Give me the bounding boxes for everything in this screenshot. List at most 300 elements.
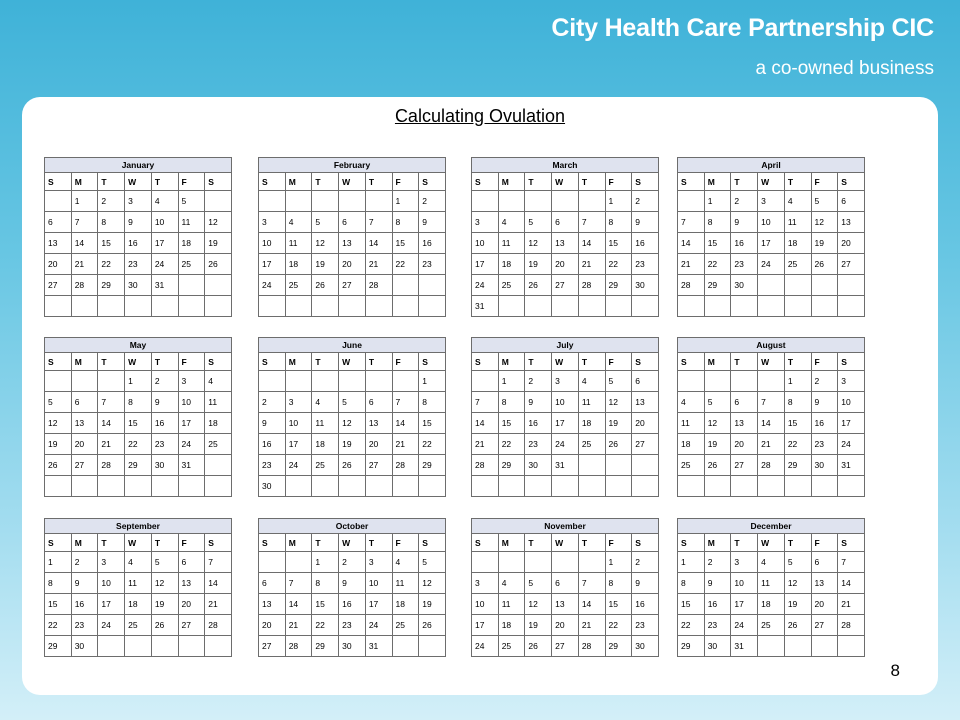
day-cell: 19 [45,434,72,455]
day-cell: 10 [758,212,785,233]
day-cell: 6 [838,191,865,212]
day-cell: 2 [339,552,366,573]
day-cell: 3 [758,191,785,212]
week-row [45,615,232,636]
day-cell: 20 [339,254,366,275]
day-cell: 17 [365,594,392,615]
day-cell [312,191,339,212]
day-cell: 17 [552,413,579,434]
weekday-label: W [125,534,152,552]
day-cell [605,296,632,317]
week-row [259,636,446,657]
weekday-label: F [811,173,838,191]
day-cell [731,296,758,317]
day-cell: 28 [71,275,98,296]
day-cell: 15 [498,413,525,434]
day-cell: 11 [392,573,419,594]
weekday-label: T [98,353,125,371]
day-cell [578,476,605,497]
week-row [472,413,659,434]
day-cell: 20 [178,594,205,615]
month-name: May [45,338,232,353]
month-september [44,518,232,657]
week-row [678,455,865,476]
day-cell: 3 [125,191,152,212]
weekday-label: T [731,173,758,191]
day-cell [419,275,446,296]
day-cell: 18 [312,434,339,455]
day-cell: 20 [731,434,758,455]
weekday-label: S [632,353,659,371]
day-cell [632,455,659,476]
day-cell: 10 [259,233,286,254]
day-cell: 23 [339,615,366,636]
day-cell: 15 [125,413,152,434]
day-cell: 25 [392,615,419,636]
day-cell: 9 [731,212,758,233]
day-cell: 24 [472,636,499,657]
day-cell [704,296,731,317]
day-cell [259,296,286,317]
day-cell: 3 [472,573,499,594]
weekday-label: S [472,534,499,552]
day-cell: 13 [45,233,72,254]
day-cell [45,191,72,212]
day-cell: 1 [678,552,705,573]
week-row [472,233,659,254]
day-cell: 12 [419,573,446,594]
day-cell: 20 [71,434,98,455]
day-cell: 9 [632,573,659,594]
weekday-label: T [365,353,392,371]
day-cell: 30 [151,455,178,476]
day-cell: 5 [45,392,72,413]
day-cell: 18 [678,434,705,455]
day-cell: 8 [45,573,72,594]
day-cell: 9 [259,413,286,434]
day-cell: 17 [178,413,205,434]
weekday-label: T [525,353,552,371]
day-cell: 14 [365,233,392,254]
day-cell [339,296,366,317]
weekday-label: W [339,353,366,371]
day-cell [811,636,838,657]
month-name: August [678,338,865,353]
day-cell: 15 [704,233,731,254]
day-cell [525,296,552,317]
week-row [45,392,232,413]
day-cell: 23 [151,434,178,455]
day-cell: 21 [71,254,98,275]
day-cell [259,371,286,392]
day-cell [838,636,865,657]
day-cell: 6 [71,392,98,413]
day-cell: 30 [704,636,731,657]
week-row [45,413,232,434]
day-cell: 14 [578,233,605,254]
day-cell: 27 [71,455,98,476]
weekday-label: M [71,353,98,371]
day-cell: 23 [731,254,758,275]
day-cell: 5 [178,191,205,212]
day-cell: 7 [365,212,392,233]
day-cell: 25 [125,615,152,636]
weekday-label: S [45,353,72,371]
day-cell: 6 [259,573,286,594]
week-row [259,392,446,413]
weekday-label: S [259,534,286,552]
week-row [259,371,446,392]
weekday-label: T [98,534,125,552]
day-cell [552,476,579,497]
day-cell [758,275,785,296]
day-cell: 30 [525,455,552,476]
day-cell [312,476,339,497]
day-cell [552,296,579,317]
day-cell: 24 [472,275,499,296]
day-cell: 24 [758,254,785,275]
day-cell: 30 [811,455,838,476]
day-cell: 15 [605,594,632,615]
day-cell: 4 [578,371,605,392]
day-cell: 14 [71,233,98,254]
day-cell: 11 [758,573,785,594]
day-cell: 30 [259,476,286,497]
weekday-label: M [704,353,731,371]
weekday-label: T [784,534,811,552]
day-cell [731,476,758,497]
day-cell: 22 [392,254,419,275]
day-cell: 18 [578,413,605,434]
day-cell: 11 [125,573,152,594]
day-cell: 7 [205,552,232,573]
day-cell: 29 [125,455,152,476]
day-cell: 29 [605,636,632,657]
day-cell: 28 [472,455,499,476]
day-cell: 24 [151,254,178,275]
day-cell [71,371,98,392]
day-cell: 10 [178,392,205,413]
day-cell: 21 [678,254,705,275]
day-cell: 16 [419,233,446,254]
day-cell [784,476,811,497]
day-cell: 9 [125,212,152,233]
day-cell: 2 [632,552,659,573]
day-cell: 6 [552,573,579,594]
day-cell [758,371,785,392]
day-cell [731,371,758,392]
week-row [678,392,865,413]
day-cell: 28 [392,455,419,476]
week-row [472,594,659,615]
week-row [45,573,232,594]
day-cell [498,476,525,497]
day-cell: 5 [419,552,446,573]
day-cell [704,371,731,392]
day-cell: 10 [472,594,499,615]
day-cell: 7 [678,212,705,233]
day-cell [498,552,525,573]
day-cell: 17 [472,254,499,275]
month-june [258,337,446,497]
weekday-label: M [498,353,525,371]
day-cell: 26 [525,275,552,296]
day-cell: 18 [392,594,419,615]
day-cell: 3 [552,371,579,392]
day-cell: 13 [552,594,579,615]
week-row [259,296,446,317]
day-cell: 27 [811,615,838,636]
day-cell: 27 [632,434,659,455]
day-cell [285,296,312,317]
day-cell [205,636,232,657]
day-cell: 10 [151,212,178,233]
day-cell: 6 [365,392,392,413]
day-cell [419,296,446,317]
day-cell: 25 [285,275,312,296]
week-row [45,455,232,476]
week-row [678,371,865,392]
day-cell [392,296,419,317]
weekday-label: T [365,173,392,191]
day-cell [205,275,232,296]
day-cell [71,296,98,317]
day-cell: 24 [552,434,579,455]
day-cell: 29 [419,455,446,476]
day-cell: 20 [552,254,579,275]
weekday-label: W [339,534,366,552]
day-cell [365,371,392,392]
day-cell [552,191,579,212]
day-cell [98,296,125,317]
week-row [472,573,659,594]
day-cell: 9 [632,212,659,233]
day-cell: 1 [605,191,632,212]
day-cell: 5 [525,212,552,233]
week-row [45,275,232,296]
day-cell: 27 [731,455,758,476]
day-cell [98,476,125,497]
day-cell: 21 [98,434,125,455]
day-cell [392,476,419,497]
day-cell [98,636,125,657]
day-cell: 5 [525,573,552,594]
day-cell [392,371,419,392]
week-row [259,455,446,476]
day-cell: 12 [704,413,731,434]
day-cell: 22 [605,615,632,636]
day-cell: 13 [365,413,392,434]
week-row [678,476,865,497]
day-cell [259,191,286,212]
weekday-label: T [151,173,178,191]
week-row [472,371,659,392]
day-cell: 30 [339,636,366,657]
day-cell: 14 [285,594,312,615]
day-cell: 15 [419,413,446,434]
day-cell: 22 [98,254,125,275]
day-cell: 7 [578,573,605,594]
week-row [472,455,659,476]
weekday-label: W [758,353,785,371]
weekday-label: F [811,353,838,371]
day-cell [525,191,552,212]
weekday-label: T [151,534,178,552]
day-cell: 11 [312,413,339,434]
day-cell: 2 [632,191,659,212]
weekday-label: S [472,173,499,191]
week-row [259,254,446,275]
day-cell: 25 [784,254,811,275]
day-cell: 12 [205,212,232,233]
day-cell: 26 [45,455,72,476]
day-cell: 21 [205,594,232,615]
day-cell [151,296,178,317]
day-cell: 22 [419,434,446,455]
week-row [472,254,659,275]
month-name: April [678,158,865,173]
day-cell: 2 [98,191,125,212]
weekday-label: W [758,534,785,552]
day-cell [419,636,446,657]
day-cell: 12 [525,233,552,254]
day-cell: 26 [784,615,811,636]
week-row [259,191,446,212]
day-cell: 24 [285,455,312,476]
day-cell [285,371,312,392]
day-cell: 15 [312,594,339,615]
day-cell [45,371,72,392]
day-cell: 4 [758,552,785,573]
day-cell: 27 [339,275,366,296]
day-cell: 26 [704,455,731,476]
week-row [472,275,659,296]
day-cell: 2 [419,191,446,212]
weekday-label: S [419,353,446,371]
week-row [472,434,659,455]
day-cell: 18 [758,594,785,615]
day-cell: 23 [525,434,552,455]
day-cell: 1 [419,371,446,392]
day-cell: 3 [178,371,205,392]
day-cell: 7 [285,573,312,594]
weekday-label: M [498,173,525,191]
brand-subtitle: a co-owned business [755,58,934,79]
weekday-label: M [285,173,312,191]
day-cell: 6 [552,212,579,233]
day-cell [178,636,205,657]
day-cell: 9 [704,573,731,594]
day-cell: 16 [704,594,731,615]
day-cell: 8 [605,573,632,594]
day-cell: 18 [205,413,232,434]
day-cell [339,371,366,392]
day-cell [704,476,731,497]
day-cell: 13 [339,233,366,254]
day-cell [632,476,659,497]
day-cell: 5 [605,371,632,392]
weekday-label: W [758,173,785,191]
day-cell: 5 [811,191,838,212]
week-row [259,413,446,434]
weekday-label: F [605,173,632,191]
day-cell: 8 [312,573,339,594]
day-cell: 26 [151,615,178,636]
day-cell [312,371,339,392]
weekday-label: F [392,534,419,552]
week-row [678,254,865,275]
weekday-label: S [472,353,499,371]
day-cell: 18 [498,615,525,636]
day-cell: 9 [339,573,366,594]
day-cell [498,296,525,317]
day-cell [578,296,605,317]
day-cell: 14 [392,413,419,434]
day-cell [365,296,392,317]
day-cell [339,476,366,497]
day-cell [758,296,785,317]
weekday-label: S [259,173,286,191]
month-name: November [472,519,659,534]
day-cell: 31 [151,275,178,296]
week-row [678,212,865,233]
day-cell: 30 [632,636,659,657]
day-cell: 23 [704,615,731,636]
day-cell: 7 [392,392,419,413]
weekday-label: M [285,353,312,371]
day-cell: 4 [392,552,419,573]
day-cell: 15 [784,413,811,434]
day-cell [339,191,366,212]
day-cell: 22 [678,615,705,636]
day-cell: 10 [285,413,312,434]
week-row [45,636,232,657]
day-cell: 15 [605,233,632,254]
day-cell: 2 [704,552,731,573]
weekday-label: W [552,534,579,552]
day-cell: 5 [339,392,366,413]
day-cell: 4 [498,212,525,233]
weekday-label: T [312,534,339,552]
day-cell: 4 [498,573,525,594]
weekday-label: S [632,534,659,552]
weekday-label: F [605,534,632,552]
day-cell: 19 [339,434,366,455]
day-cell: 10 [98,573,125,594]
day-cell: 31 [178,455,205,476]
day-cell: 9 [811,392,838,413]
day-cell: 5 [784,552,811,573]
month-november [471,518,659,657]
day-cell [151,476,178,497]
day-cell: 24 [838,434,865,455]
day-cell: 22 [605,254,632,275]
week-row [259,275,446,296]
day-cell: 28 [365,275,392,296]
weekday-label: S [205,353,232,371]
day-cell: 25 [578,434,605,455]
weekday-label: W [125,353,152,371]
day-cell: 8 [784,392,811,413]
week-row [45,476,232,497]
day-cell: 16 [525,413,552,434]
week-row [45,434,232,455]
day-cell [578,552,605,573]
weekday-label: S [45,534,72,552]
day-cell: 7 [758,392,785,413]
week-row [472,191,659,212]
day-cell: 6 [339,212,366,233]
